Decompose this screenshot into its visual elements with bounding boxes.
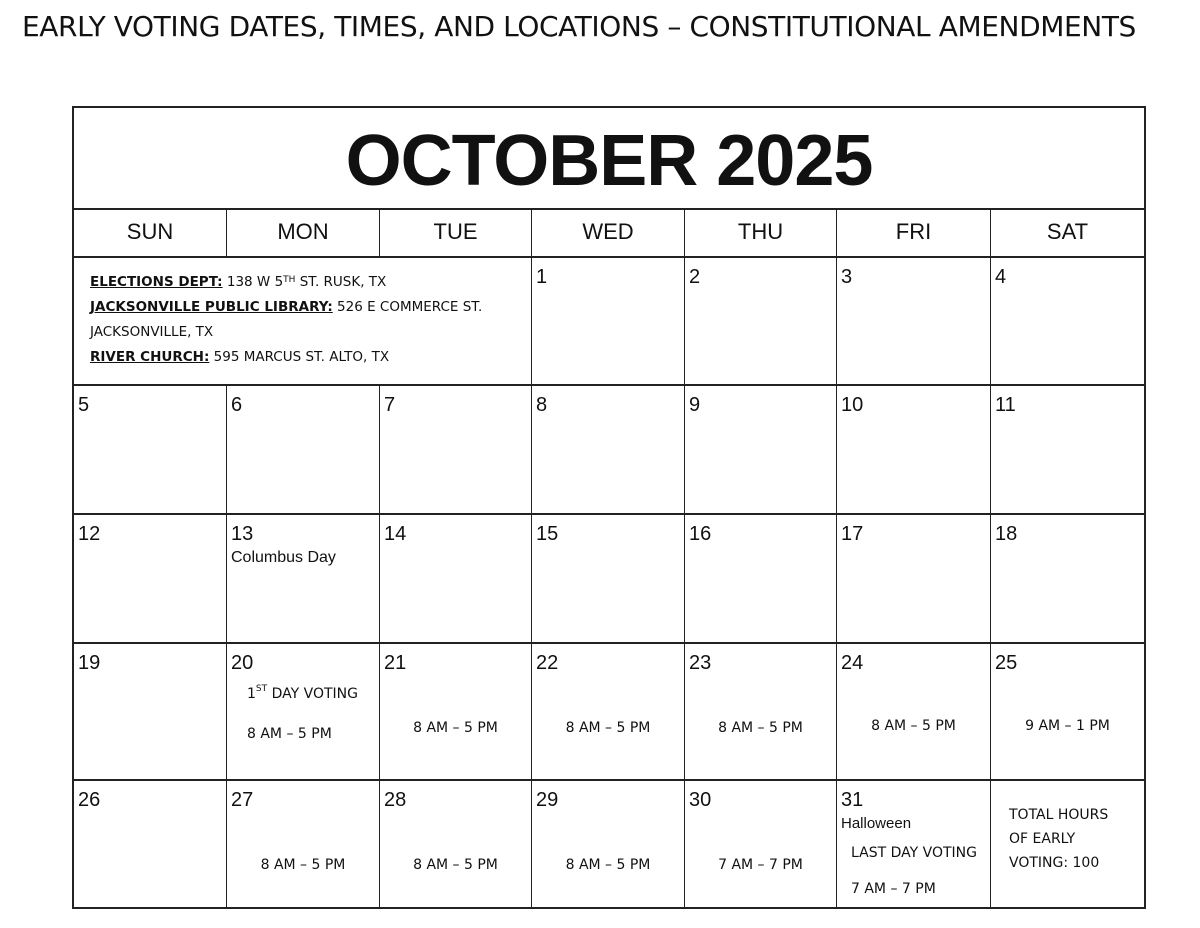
first-day-number: 1 [247,686,256,702]
day-cell [74,781,227,908]
ordinal-suffix: TH [283,275,296,285]
voting-hours: 8 AM – 5 PM [260,857,346,873]
day-number: 12 [78,523,101,545]
voting-hours: 7 AM – 7 PM [851,881,936,897]
voting-hours: 8 AM – 5 PM [247,726,332,742]
voting-hours: 9 AM – 1 PM [1025,718,1110,734]
day-number: 6 [231,394,243,416]
day-number: 19 [78,652,101,674]
voting-hours: 8 AM – 5 PM [413,857,498,873]
day-number: 28 [384,789,407,811]
location-address: ST. RUSK, TX [295,274,387,290]
location-label: RIVER CHURCH: [90,349,210,365]
day-cell [227,644,380,781]
day-number: 25 [995,652,1018,674]
day-cell [74,386,227,515]
weekday-fri: FRI [837,208,991,258]
day-number: 1 [536,266,548,288]
day-cell [837,781,991,908]
day-cell [532,386,685,515]
voting-hours: 7 AM – 7 PM [718,857,803,873]
day-cell [991,386,1144,515]
day-cell [837,386,991,515]
day-number: 7 [384,394,396,416]
voting-hours: 8 AM – 5 PM [718,720,803,736]
last-day-voting-label: LAST DAY VOTING [851,845,977,861]
day-cell [532,258,685,386]
day-cell [227,781,380,908]
day-cell [532,515,685,644]
day-number: 26 [78,789,101,811]
holiday-label: Columbus Day [231,549,336,566]
voting-hours: 8 AM – 5 PM [565,720,651,736]
day-number: 4 [995,266,1007,288]
voting-locations-box [74,258,532,386]
day-number: 8 [536,394,548,416]
weekday-thu: THU [685,208,837,258]
day-cell [380,781,532,908]
location-river-church [90,345,531,370]
day-cell [532,781,685,908]
day-cell [685,644,837,781]
location-label: JACKSONVILLE PUBLIC LIBRARY: [90,299,333,315]
voting-hours: 8 AM – 5 PM [871,718,956,734]
day-cell [685,515,837,644]
day-cell [685,258,837,386]
location-address: 526 E COMMERCE ST. [332,299,483,315]
day-number: 23 [689,652,712,674]
day-number: 21 [384,652,407,674]
location-library [90,295,531,320]
location-label: ELECTIONS DEPT: [90,274,223,290]
day-cell [685,781,837,908]
day-cell [991,258,1144,386]
day-cell [380,515,532,644]
day-number: 20 [231,652,254,674]
day-cell [991,515,1144,644]
day-number: 27 [231,789,254,811]
day-cell [837,644,991,781]
day-number: 18 [995,523,1018,545]
day-cell [837,515,991,644]
voting-hours: 8 AM – 5 PM [565,857,651,873]
day-cell [991,644,1144,781]
day-cell [837,258,991,386]
page-title: EARLY VOTING DATES, TIMES, AND LOCATIONS – CONSTITUTIONAL AMENDMENTS [22,10,1136,43]
month-title: OCTOBER 2025 [345,121,873,201]
day-number: 29 [536,789,559,811]
day-cell [532,644,685,781]
day-number: 14 [384,523,407,545]
total-hours-note: TOTAL HOURS OF EARLY VOTING: 100 [1009,807,1109,871]
day-number: 9 [689,394,701,416]
day-number: 15 [536,523,559,545]
day-number: 10 [841,394,864,416]
day-cell [685,386,837,515]
day-number: 22 [536,652,559,674]
day-cell [74,644,227,781]
weekday-sun: SUN [74,208,227,258]
day-number: 16 [689,523,712,545]
first-day-text: DAY VOTING [267,686,358,702]
october-calendar [72,106,1146,909]
location-elections-dept [90,270,531,295]
weekday-mon: MON [227,208,380,258]
day-number: 11 [995,394,1016,416]
day-cell [380,386,532,515]
calendar-grid [74,208,1144,908]
day-number: 2 [689,266,701,288]
voting-hours: 8 AM – 5 PM [413,720,498,736]
weekday-tue: TUE [380,208,532,258]
day-cell [380,644,532,781]
location-address: 138 W 5 [222,274,284,290]
day-number: 31 [841,789,864,811]
holiday-label: Halloween [841,815,912,832]
day-number: 30 [689,789,712,811]
weekday-sat: SAT [991,208,1144,258]
day-number: 17 [841,523,864,545]
location-library-city: JACKSONVILLE, TX [90,324,214,340]
day-cell [227,386,380,515]
day-number: 24 [841,652,864,674]
month-header [74,108,1144,210]
weekday-wed: WED [532,208,685,258]
ordinal-suffix: ST [255,684,268,694]
day-number: 3 [841,266,853,288]
location-address: 595 MARCUS ST. ALTO, TX [209,349,390,365]
first-day-voting-label [247,686,358,702]
day-cell [74,515,227,644]
day-cell [227,515,380,644]
day-number: 13 [231,523,254,545]
day-number: 5 [78,394,90,416]
day-cell [991,781,1144,908]
